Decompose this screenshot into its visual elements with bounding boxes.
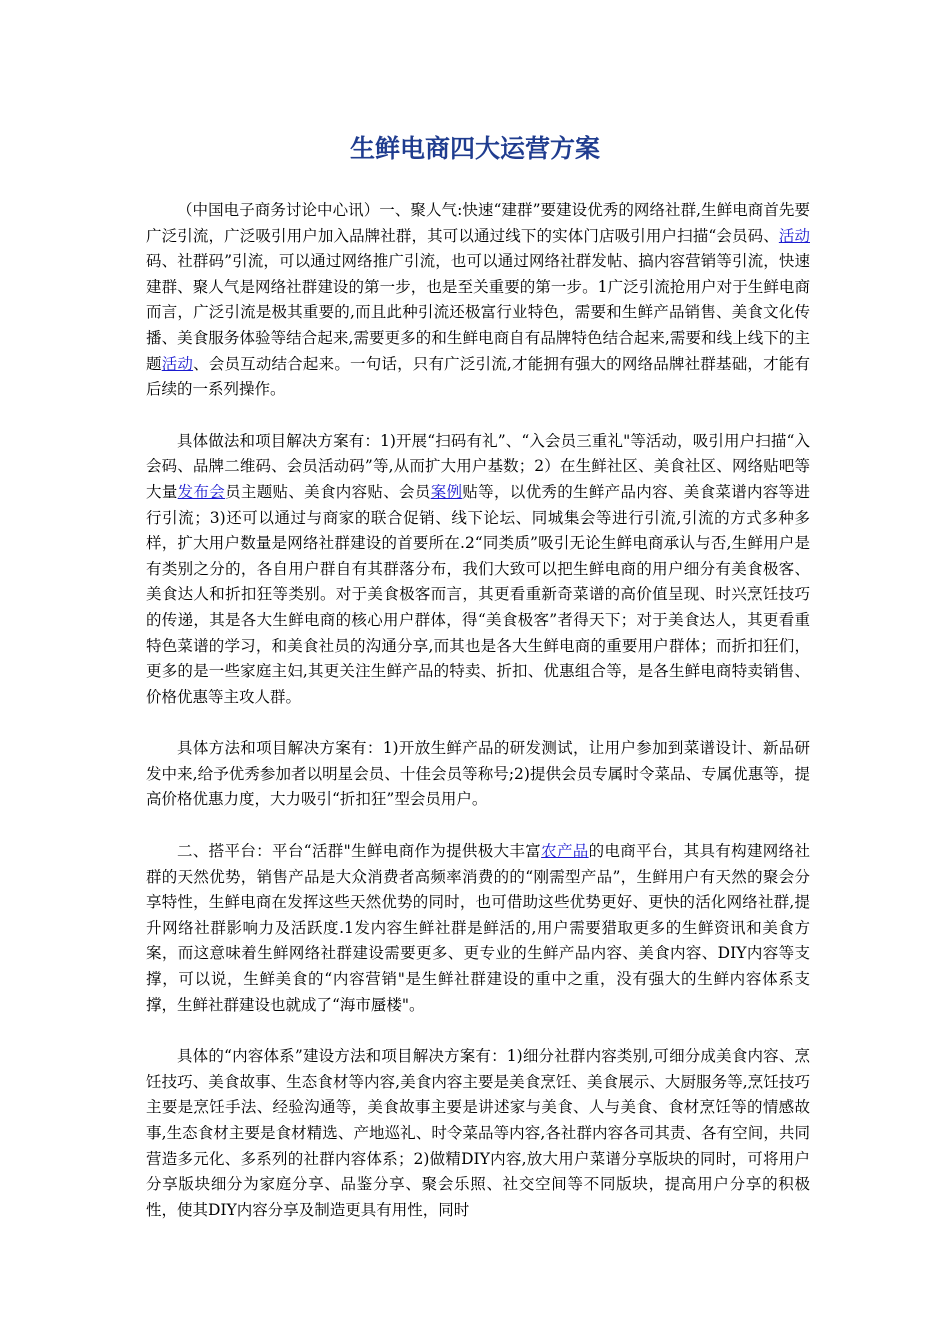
paragraph-text: 员主题贴、美食内容贴、会员	[225, 482, 431, 501]
paragraph	[146, 429, 810, 711]
inline-link[interactable]: 案例	[430, 482, 463, 501]
paragraph-text: 二、搭平台：平台“活群"生鲜电商作为提供极大丰富	[177, 842, 542, 861]
paragraph	[146, 736, 810, 813]
paragraph-text: 具体做法和项目解决方案有：1)开展“扫码有礼”、“入会员三重礼"等活动，吸引用户扫描“入会码、品牌二维码、会员活动码”等,从而扩大用户基数；2）在生鲜社区、美食社区、网络贴吧等大量	[146, 431, 810, 501]
document-body	[146, 198, 810, 1249]
paragraph	[146, 839, 810, 1018]
paragraph-text: 贴等，以优秀的生鲜产品内容、美食菜谱内容等进行引流；3)还可以通过与商家的联合促销、线下论坛、同城集会等进行引流,引流的方式多种多样，扩大用户数量是网络社群建设的首要所在.2“同类质”吸引无论生鲜电商承认与否,生鲜用户是有类别之分的，各自用户群自有其群落分布，我们大致可以把生鲜电商的用户细分有美食极客、美食达人和折扣狂等类别。对于美食极客而言，其更看重新奇菜谱的高价值呈现、时兴烹饪技巧的传递，其是各大生鲜电商的核心用户群体，得“美食极客”者得天下；对于美食达人，其更看重特色菜谱的学习，和美食社员的沟通分享,而其也是各大生鲜电商的重要用户群体；而折扣狂们，更多的是一些家庭主妇,其更关注生鲜产品的特卖、折扣、优惠组合等，是各生鲜电商特卖销售、价格优惠等主攻人群。	[146, 482, 810, 706]
inline-link[interactable]: 发布会	[177, 482, 226, 501]
paragraph-text: 具体方法和项目解决方案有：1)开放生鲜产品的研发测试，让用户参加到菜谱设计、新品研发中来,给予优秀参加者以明星会员、十佳会员等称号;2)提供会员专属时令菜品、专属优惠等，提高价格优惠力度，大力吸引“折扣狂”型会员用户。	[146, 739, 810, 809]
paragraph	[146, 198, 810, 403]
inline-link[interactable]: 农产品	[541, 842, 589, 861]
paragraph-text: 具体的“内容体系”建设方法和项目解决方案有：1)细分社群内容类别,可细分成美食内容、烹饪技巧、美食故事、生态食材等内容,美食内容主要是美食烹饪、美食展示、大厨服务等,烹饪技巧主要是烹饪手法、经验沟通等，美食故事主要是讲述家与美食、人与美食、食材烹饪等的情感故事,生态食材主要是食材精选、产地巡礼、时令菜品等内容,各社群内容各司其责、各有空间，共同营造多元化、多系列的社群内容体系；2)做精DIY内容,放大用户菜谱分享版块的同时，可将用户分享版块细分为家庭分享、品鉴分享、聚会乐照、社交空间等不同版块，提高用户分享的积极性，使其DIY内容分享及制造更具有用性，同时	[146, 1047, 810, 1219]
paragraph-text: 的电商平台，其具有构建网络社群的天然优势，销售产品是大众消费者高频率消费的的“刚需型产品”，生鲜用户有天然的聚会分享特性，生鲜电商在发挥这些天然优势的同时，也可借助这些优势更好、更快的活化网络社群,提升网络社群影响力及活跃度.1发内容生鲜社群是鲜活的,用户需要猎取更多的生鲜资讯和美食方案，而这意味着生鲜网络社群建设需要更多、更专业的生鲜产品内容、美食内容、DIY内容等支撑，可以说，生鲜美食的“内容营销"是生鲜社群建设的重中之重，没有强大的生鲜内容体系支撑，生鲜社群建设也就成了“海市蜃楼"。	[146, 842, 810, 1014]
inline-link[interactable]: 活动	[778, 226, 810, 245]
inline-link[interactable]: 活动	[161, 354, 194, 373]
document-title: 生鲜电商四大运营方案	[349, 134, 600, 163]
paragraph-text: 码、社群码”引流，可以通过网络推广引流，也可以通过网络社群发帖、搞内容营销等引流，快速建群、聚人气是网络社群建设的第一步，也是至关重要的第一步。1广泛引流抢用户对于生鲜电商而言，广泛引流是极其重要的,而且此种引流还极富行业特色，需要和生鲜产品销售、美食文化传播、美食服务体验等结合起来,需要更多的和生鲜电商自有品牌特色结合起来,需要和线上线下的主题	[146, 252, 810, 373]
paragraph-text: 、会员互动结合起来。一句话，只有广泛引流,才能拥有强大的网络品牌社群基础，才能有后续的一系列操作。	[146, 354, 810, 399]
paragraph-text: （中国电子商务讨论中心讯）一、聚人气:快速“建群”要建设优秀的网络社群,生鲜电商首先要广泛引流，广泛吸引用户加入品牌社群，其可以通过线下的实体门店吸引用户扫描“会员码、	[146, 201, 810, 245]
paragraph	[146, 1044, 810, 1223]
